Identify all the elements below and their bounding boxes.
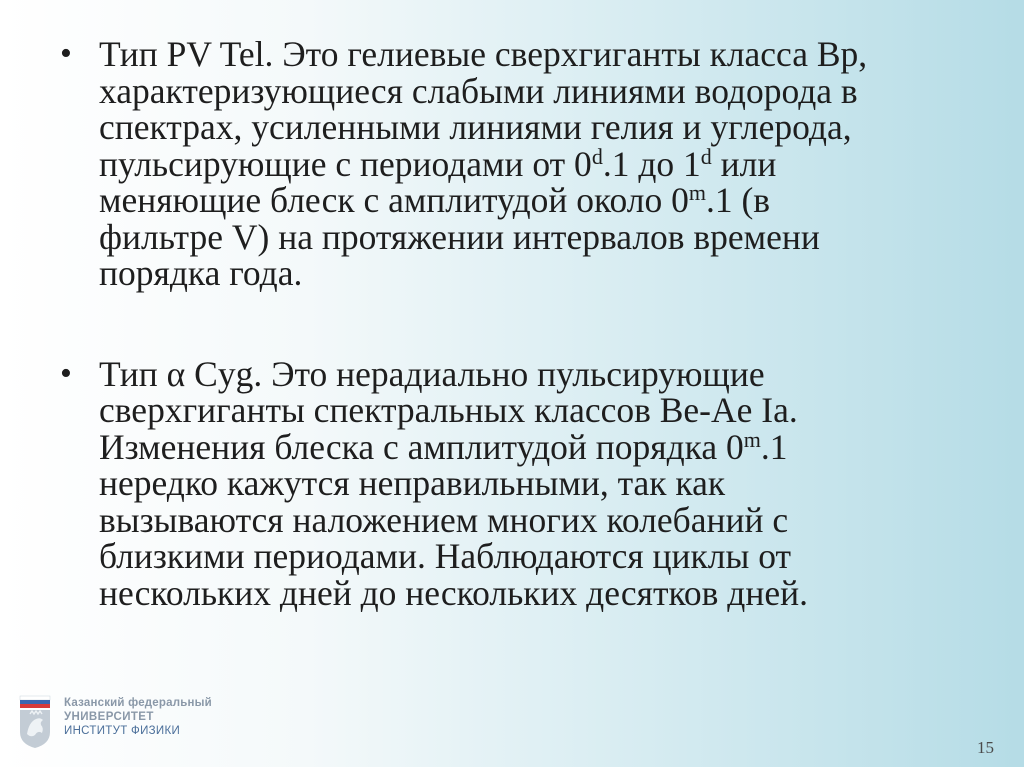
text-line: меняющие блеск с амплитудой около 0$^m$.1 (в [99, 180, 771, 220]
text-line: вызываются наложением многих колебаний с [99, 499, 789, 540]
slide-number: 15 [977, 738, 994, 757]
logo-text [64, 696, 212, 738]
university-logo [16, 692, 236, 752]
superscript-days: d [700, 143, 712, 169]
superscript-days: d [591, 143, 603, 169]
bullet-item-alpha-cyg [60, 353, 960, 613]
text-line: порядка года. [99, 253, 303, 293]
text-line: сверхгиганты спектральных классов Be-Ae Ia. [99, 390, 798, 430]
superscript-magnitude: m [688, 180, 706, 205]
text-line: близкими периодами. Наблюдаются циклы от [99, 536, 792, 576]
text-line: спектрах, усиленными линиями гелия и углерода, [99, 107, 852, 147]
logo-line-institute: ИНСТИТУТ ФИЗИКИ [64, 725, 181, 737]
bullet-item-pv-tel [60, 36, 960, 292]
text-line: характеризующиеся слабыми линиями водорода в [99, 70, 858, 111]
logo-line-university: УНИВЕРСИТЕТ [64, 711, 154, 723]
text-line: нескольких дней до нескольких десятков дней. [99, 572, 808, 613]
bullet-marker: • [60, 35, 72, 72]
text-line: Тип α Cyg. Это нерадиально пульсирующие [99, 353, 765, 394]
bullet-marker: • [60, 354, 72, 392]
superscript-magnitude: m [743, 426, 761, 452]
logo-line-university-type: Казанский федеральный [64, 697, 212, 709]
slide-body [60, 36, 960, 611]
text-line: пульсирующие с периодами от 0$^d$.1 до 1$^d$ или [99, 143, 777, 184]
text-line: Изменения блеска с амплитудой порядка 0$^m$.1 [99, 426, 788, 467]
text-line: Тип PV Tel. Это гелиевые сверхгиганты класса Bp, [99, 34, 868, 74]
text-line: фильтре V) на протяжении интервалов времени [99, 216, 820, 257]
text-line: нередко кажутся неправильными, так как [99, 463, 726, 503]
kfu-emblem-icon [16, 692, 58, 750]
